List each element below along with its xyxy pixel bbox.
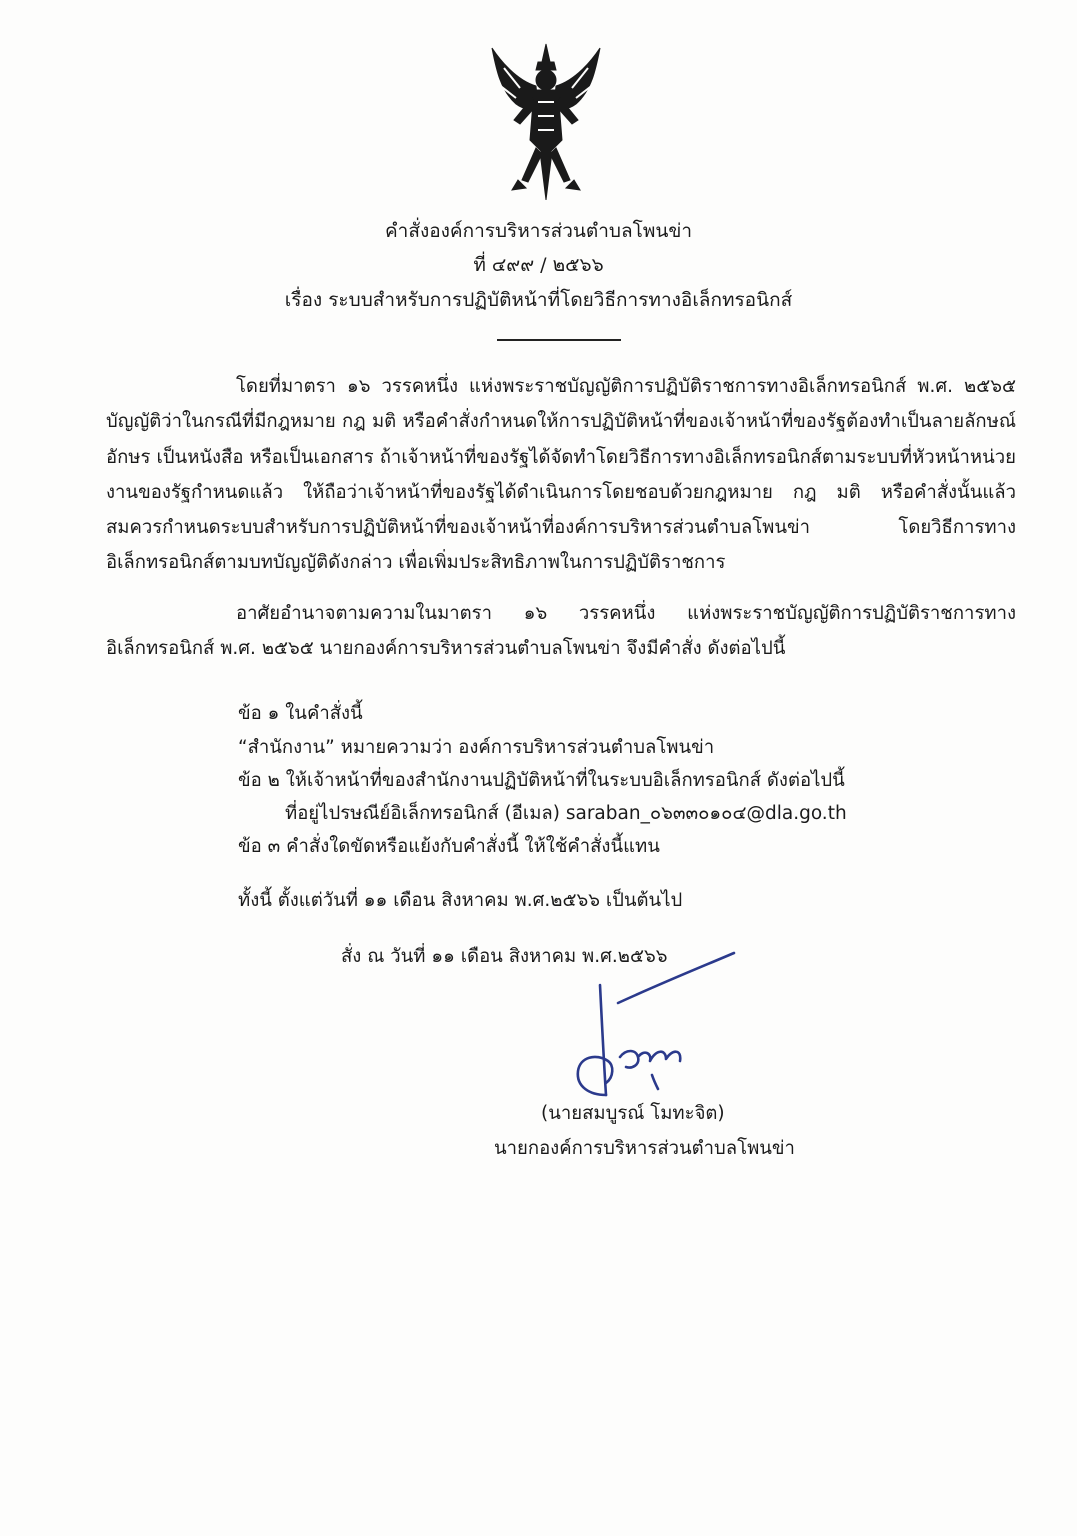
order-subject: เรื่อง ระบบสำหรับการปฏิบัติหน้าที่โดยวิธีการทางอิเล็กทรอนิกส์	[284, 289, 793, 311]
clause-2-email: ที่อยู่ไปรษณีย์อิเล็กทรอนิกส์ (อีเมล) saraban_๐๖๓๓๐๑๐๔@dla.go.th	[285, 803, 847, 824]
header-divider	[497, 339, 621, 341]
clause-2: ข้อ ๒ ให้เจ้าหน้าที่ของสำนักงานปฏิบัติหน้าที่ในระบบอิเล็กทรอนิกส์ ดังต่อไปนี้	[238, 770, 845, 791]
garuda-emblem-icon	[486, 40, 606, 208]
body-paragraph-1: โดยที่มาตรา ๑๖ วรรคหนึ่ง แห่งพระราชบัญญัติการปฏิบัติราชการทางอิเล็กทรอนิกส์ พ.ศ. ๒๕๖๕ บัญญัติว่าในกรณีที่มีกฎหมาย กฎ มติ หรือคำสั่งกำหนดให้การปฏิบัติหน้าที่ของเจ้าหน้าที่ของรัฐต้องทำเป็นลายลักษณ์อักษร เป็นหนังสือ หรือเป็นเอกสาร ถ้าเจ้าหน้าที่ของรัฐได้จัดทำโดยวิธีการทางอิเล็กทรอนิกส์ตามระบบที่หัวหน้าหน่วยงานของรัฐกำหนดแล้ว ให้ถือว่าเจ้าหน้าที่ของรัฐได้ดำเนินการโดยชอบด้วยกฎหมาย กฎ มติ หรือคำสั่งนั้นแล้ว สมควรกำหนดระบบสำหรับการปฏิบัติหน้าที่ของเจ้าหน้าที่องค์การบริหารส่วนตำบลโพนข่า โดยวิธีการทางอิเล็กทรอนิกส์ตามบทบัญญัติดังกล่าว เพื่อเพิ่มประสิทธิภาพในการปฏิบัติราชการ	[106, 376, 1016, 574]
clause-1: ข้อ ๑ ในคำสั่งนี้	[238, 703, 363, 724]
order-title: คำสั่งองค์การบริหารส่วนตำบลโพนข่า	[384, 220, 693, 242]
clause-3: ข้อ ๓ คำสั่งใดขัดหรือแย้งกับคำสั่งนี้ ให้ใช้คำสั่งนี้แทน	[238, 836, 660, 857]
clause-1-definition: “สำนักงาน” หมายความว่า องค์การบริหารส่วนตำบลโพนข่า	[238, 737, 715, 758]
effective-date: ทั้งนี้ ตั้งแต่วันที่ ๑๑ เดือน สิงหาคม พ.ศ.๒๕๖๖ เป็นต้นไป	[238, 890, 683, 911]
signature-icon	[556, 945, 746, 1110]
signer-name: (นายสมบูรณ์ โมทะจิต)	[541, 1103, 725, 1124]
signer-position: นายกองค์การบริหารส่วนตำบลโพนข่า	[494, 1138, 795, 1159]
order-number: ที่ ๔๙๙ / ๒๕๖๖	[473, 254, 604, 276]
body-paragraph-2: อาศัยอำนาจตามความในมาตรา ๑๖ วรรคหนึ่ง แห่งพระราชบัญญัติการปฏิบัติราชการทางอิเล็กทรอนิกส์ พ.ศ. ๒๕๖๕ นายกองค์การบริหารส่วนตำบลโพนข่า จึงมีคำสั่ง ดังต่อไปนี้	[106, 603, 1016, 660]
order-date: สั่ง ณ วันที่ ๑๑ เดือน สิงหาคม พ.ศ.๒๕๖๖	[341, 946, 668, 967]
